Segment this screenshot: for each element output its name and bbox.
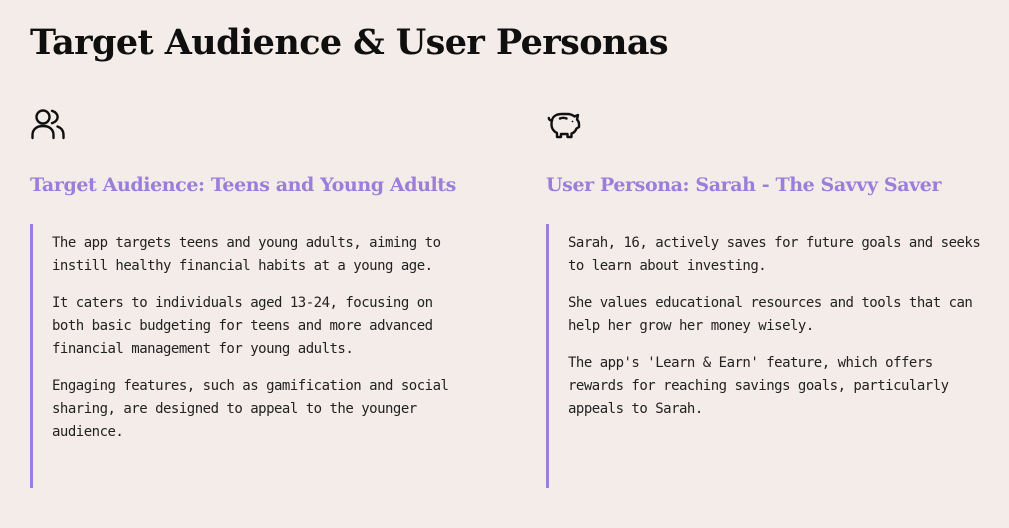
paragraph: The app's 'Learn & Earn' feature, which offers rewards for reaching savings goals, particularly appeals to Sarah. (568, 355, 949, 417)
target-audience-quote (30, 224, 470, 488)
paragraph: Engaging features, such as gamification and social sharing, are designed to appeal to the younger audience. (52, 378, 449, 440)
paragraph: The app targets teens and young adults, aiming to instill healthy financial habits at a young age. (52, 235, 441, 274)
page-title: Target Audience & User Personas (30, 22, 669, 63)
target-audience-heading: Target Audience: Teens and Young Adults (30, 174, 456, 196)
paragraph: Sarah, 16, actively saves for future goals and seeks to learn about investing. (568, 235, 981, 274)
paragraph: She values educational resources and tools that can help her grow her money wisely. (568, 295, 973, 334)
users-icon (30, 106, 66, 142)
user-persona-section (546, 106, 986, 417)
target-audience-section (30, 106, 470, 440)
user-persona-heading: User Persona: Sarah - The Savvy Saver (546, 174, 942, 196)
user-persona-quote (546, 224, 986, 488)
paragraph: It caters to individuals aged 13-24, focusing on both basic budgeting for teens and more advanced financial management for young adults. (52, 295, 433, 357)
piggy-bank-icon (546, 106, 582, 142)
